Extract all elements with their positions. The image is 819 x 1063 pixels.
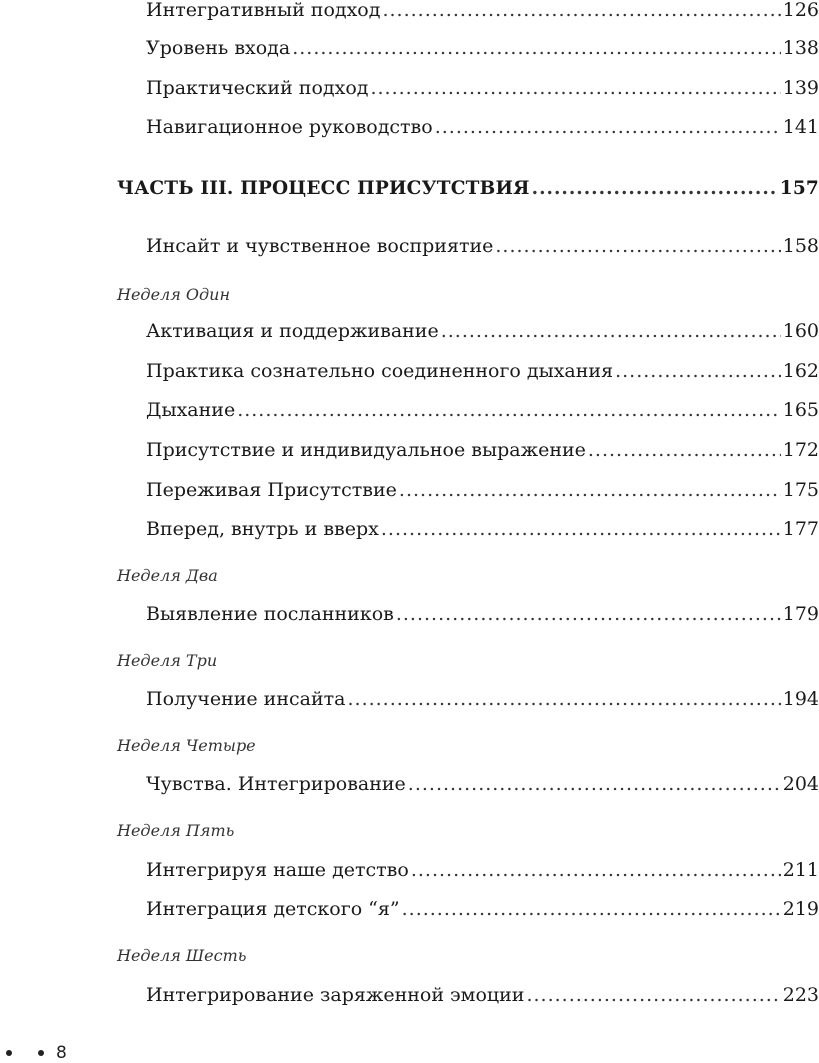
- dot-leader: [532, 175, 778, 203]
- toc-entry: [146, 685, 819, 713]
- toc-entry-page: 158: [782, 235, 819, 257]
- dot-leader: [292, 34, 781, 62]
- toc-entry-title: Активация и поддерживание: [146, 320, 439, 342]
- toc-entry-page: 126: [782, 0, 819, 21]
- toc-entry: [146, 436, 819, 464]
- toc-entry: [146, 770, 819, 798]
- toc-entry-page: 211: [782, 859, 819, 881]
- toc-entry-title: Практический подход: [146, 77, 369, 99]
- toc-entry: [146, 0, 819, 24]
- toc-entry-page: 194: [782, 688, 819, 710]
- toc-entry-page: 141: [782, 116, 819, 138]
- toc-entry: [146, 895, 819, 923]
- footer-dot-icon: [38, 1050, 44, 1056]
- toc-entry: [146, 396, 819, 424]
- toc-entry-title: Практика сознательно соединенного дыхания: [146, 360, 614, 382]
- week-heading: Неделя Пять: [117, 821, 235, 840]
- toc-entry-title: Интеграция детского “я”: [146, 898, 400, 920]
- toc-entry-title: Чувства. Интегрирование: [146, 773, 406, 795]
- toc-entry: [146, 74, 819, 102]
- week-heading: Неделя Два: [117, 566, 218, 585]
- toc-entry: [146, 476, 819, 504]
- toc-entry-page: 139: [782, 77, 819, 99]
- toc-entry-page: 223: [782, 984, 819, 1006]
- dot-leader: [347, 685, 780, 713]
- week-heading: Неделя Шесть: [117, 946, 247, 965]
- page-number: 8: [56, 1043, 67, 1063]
- toc-entry: [146, 232, 819, 260]
- toc-entry-page: 165: [782, 399, 819, 421]
- toc-entry-title: Интегрируя наше детство: [146, 859, 409, 881]
- toc-entry-page: 175: [782, 479, 819, 501]
- toc-part-heading: [117, 175, 819, 203]
- toc-entry: [146, 600, 819, 628]
- dot-leader: [381, 515, 781, 543]
- dot-leader: [402, 895, 781, 923]
- toc-entry: [146, 113, 819, 141]
- dot-leader: [408, 770, 781, 798]
- toc-entry: [146, 856, 819, 884]
- toc-entry-title: Интегративный подход: [146, 0, 381, 21]
- toc-entry: [146, 34, 819, 62]
- page-footer: [0, 1043, 67, 1063]
- part-page: 157: [779, 178, 819, 199]
- toc-entry-title: Инсайт и чувственное восприятие: [146, 235, 494, 257]
- toc-entry-page: 160: [782, 320, 819, 342]
- dot-leader: [396, 600, 781, 628]
- dot-leader: [441, 317, 781, 345]
- week-heading: Неделя Четыре: [117, 736, 256, 755]
- toc-entry-page: 162: [782, 360, 819, 382]
- dot-leader: [615, 357, 781, 385]
- toc-entry: [146, 515, 819, 543]
- toc-entry-page: 138: [782, 37, 819, 59]
- toc-entry-page: 177: [782, 518, 819, 540]
- part-title: ЧАСТЬ III. ПРОЦЕСС ПРИСУТСТВИЯ: [117, 178, 530, 199]
- week-heading: Неделя Один: [117, 285, 230, 304]
- dot-leader: [411, 856, 781, 884]
- toc-entry-title: Навигационное руководство: [146, 116, 433, 138]
- toc-entry-title: Дыхание: [146, 399, 236, 421]
- toc-entry-title: Получение инсайта: [146, 688, 346, 710]
- toc-entry-page: 172: [782, 439, 819, 461]
- toc-entry: [146, 981, 819, 1009]
- dot-leader: [588, 436, 781, 464]
- dot-leader: [370, 74, 780, 102]
- toc-entry-page: 204: [782, 773, 819, 795]
- toc-entry: [146, 317, 819, 345]
- toc-entry-page: 219: [782, 898, 819, 920]
- toc-entry-title: Уровень входа: [146, 37, 291, 59]
- toc-entry-title: Интегрирование заряженной эмоции: [146, 984, 525, 1006]
- toc-entry-page: 179: [782, 603, 819, 625]
- dot-leader: [435, 113, 781, 141]
- toc-entry-title: Присутствие и индивидуальное выражение: [146, 439, 586, 461]
- toc-entry-title: Вперед, внутрь и вверх: [146, 518, 379, 540]
- toc-entry-title: Переживая Присутствие: [146, 479, 397, 501]
- dot-leader: [237, 396, 781, 424]
- dot-leader: [495, 232, 780, 260]
- toc-entry-title: Выявление посланников: [146, 603, 394, 625]
- dot-leader: [526, 981, 780, 1009]
- footer-dot-icon: [6, 1050, 12, 1056]
- toc-entry: [146, 357, 819, 385]
- dot-leader: [399, 476, 781, 504]
- dot-leader: [382, 0, 780, 24]
- week-heading: Неделя Три: [117, 651, 218, 670]
